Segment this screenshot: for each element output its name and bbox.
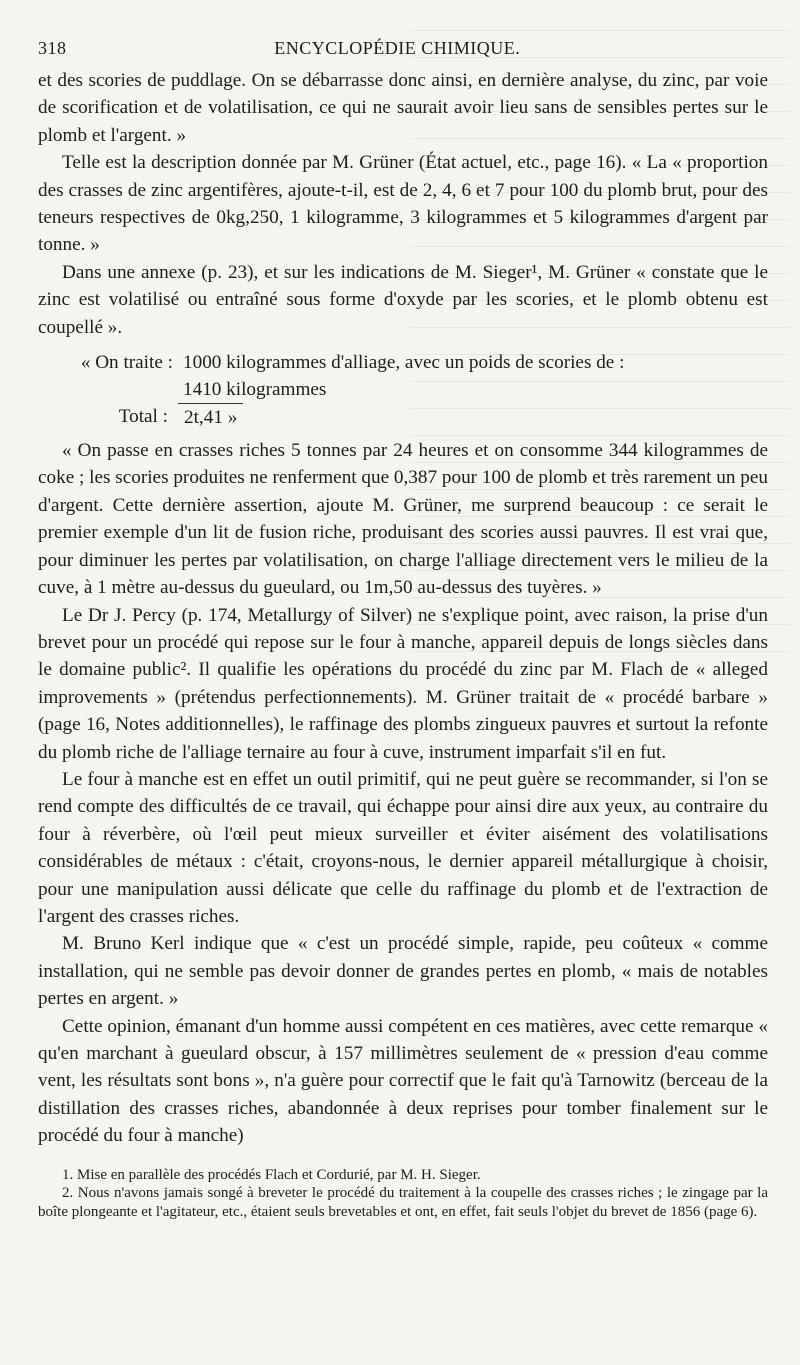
paragraph: Dans une annexe (p. 23), et sur les indications de M. Sieger¹, M. Grüner « constate que le zinc est volatilisé ou entraîné sous forme d'oxyde par les scories, et le plomb obtenu est coupellé ».	[38, 261, 768, 338]
paragraph: « On passe en crasses riches 5 tonnes par 24 heures et on consomme 344 kilogrammes de coke ; les scories produites ne renferment que 0,387 pour 100 de plomb et très rarement un peu d'argent. Cette dernière assertion, ajoute M. Grüner, me surprend beaucoup : ce serait le premier exemple d'un lit de fusion riche, produisant des scories aussi pauvres. Il est vrai que, pour diminuer les pertes par volatilisation, on charge l'alliage directement vers le milieu de la cuve, à 1 mètre au-dessus du gueulard, ou 1m,50 au-dessus des tuyères. »	[38, 440, 768, 599]
footnotes	[38, 1166, 768, 1222]
paragraph: et des scories de puddlage. On se débarrasse donc ainsi, en dernière analyse, du zinc, par voie de scorification et de volatilisation, ce qui ne saurait avoir lieu sans de sensibles pertes sur le plomb et l'argent. »	[38, 70, 768, 146]
paragraph: Le Dr J. Percy (p. 174, Metallurgy of Silver) ne s'explique point, avec raison, la prise d'un brevet pour un procédé qui repose sur le four à manche, appareil depuis de longs siècles dans le domaine public². Il qualifie les opérations du procédé du zinc par M. Flach de « alleged improvements » (prétendus perfectionnements). M. Grüner traitait de « procédé barbare » (page 16, Notes additionnelles), le raffinage des plombs zingueux pauvres et surtout la refonte du plomb riche de l'alliage ternaire au four à cuve, instrument imparfait s'il en fut.	[38, 604, 768, 763]
paragraph: Le four à manche est en effet un outil primitif, qui ne peut guère se recommander, si l'on se rend compte des difficultés de ce travail, qui échappe pour ainsi dire aux yeux, au contraire du four à réverbère, où l'œil peut mieux surveiller et éviter aisément des volatilisations considérables de métaux : c'était, croyons-nous, le dernier appareil métallurgique à choisir, pour une manipulation aussi délicate que celle du raffinage du plomb et de l'extraction de l'argent des crasses riches.	[38, 768, 768, 927]
calc-total-label: Total :	[118, 406, 168, 428]
page-header	[38, 38, 768, 59]
paragraph: Cette opinion, émanant d'un homme aussi compétent en ces matières, avec cette remarque « qu'en marchant à gueulard obscur, à 157 millimètres seulement de « pression d'eau comme vent, les résultats sont bons », n'a guère pour correctif que le fait qu'à Tarnowitz (berceau de la distillation des crasses riches, abandonnée à deux reprises pour tomber finalement sur le procédé du four à manche)	[38, 1015, 768, 1147]
footnote: 1. Mise en parallèle des procédés Flach et Cordurié, par M. H. Sieger.	[62, 1166, 481, 1183]
calculation-block	[38, 349, 768, 431]
footnote: 2. Nous n'avons jamais songé à breveter le procédé du traitement à la coupelle des crasses riches ; le zingage par la boîte plongeante et l'agitateur, etc., étaient seuls brevetables et ont, en effet, fait seuls l'objet du brevet de 1856 (page 6).	[38, 1185, 768, 1220]
paragraph: Telle est la description donnée par M. Grüner (État actuel, etc., page 16). « La « proportion des crasses de zinc argentifères, ajoute-t-il, est de 2, 4, 6 et 7 pour 100 du plomb brut, pour des teneurs respectives de 0kg,250, 1 kilogramme, 3 kilogrammes et 5 kilogrammes d'argent par tonne. »	[38, 152, 768, 256]
paragraph: M. Bruno Kerl indique que « c'est un procédé simple, rapide, peu coûteux « comme installation, qui ne semble pas devoir donner de grandes pertes en plomb, « mais de notables pertes en argent. »	[38, 933, 768, 1010]
calc-line-1: 1000 kilogrammes d'alliage, avec un poids de scories de :	[183, 352, 625, 374]
page-number: 318	[38, 38, 67, 58]
calc-lead: « On traite :	[80, 352, 173, 374]
calc-total-value: 2t,41 »	[178, 403, 243, 431]
running-title: ENCYCLOPÉDIE CHIMIQUE.	[274, 38, 521, 58]
calc-line-2: 1410 kilogrammes	[183, 379, 327, 401]
